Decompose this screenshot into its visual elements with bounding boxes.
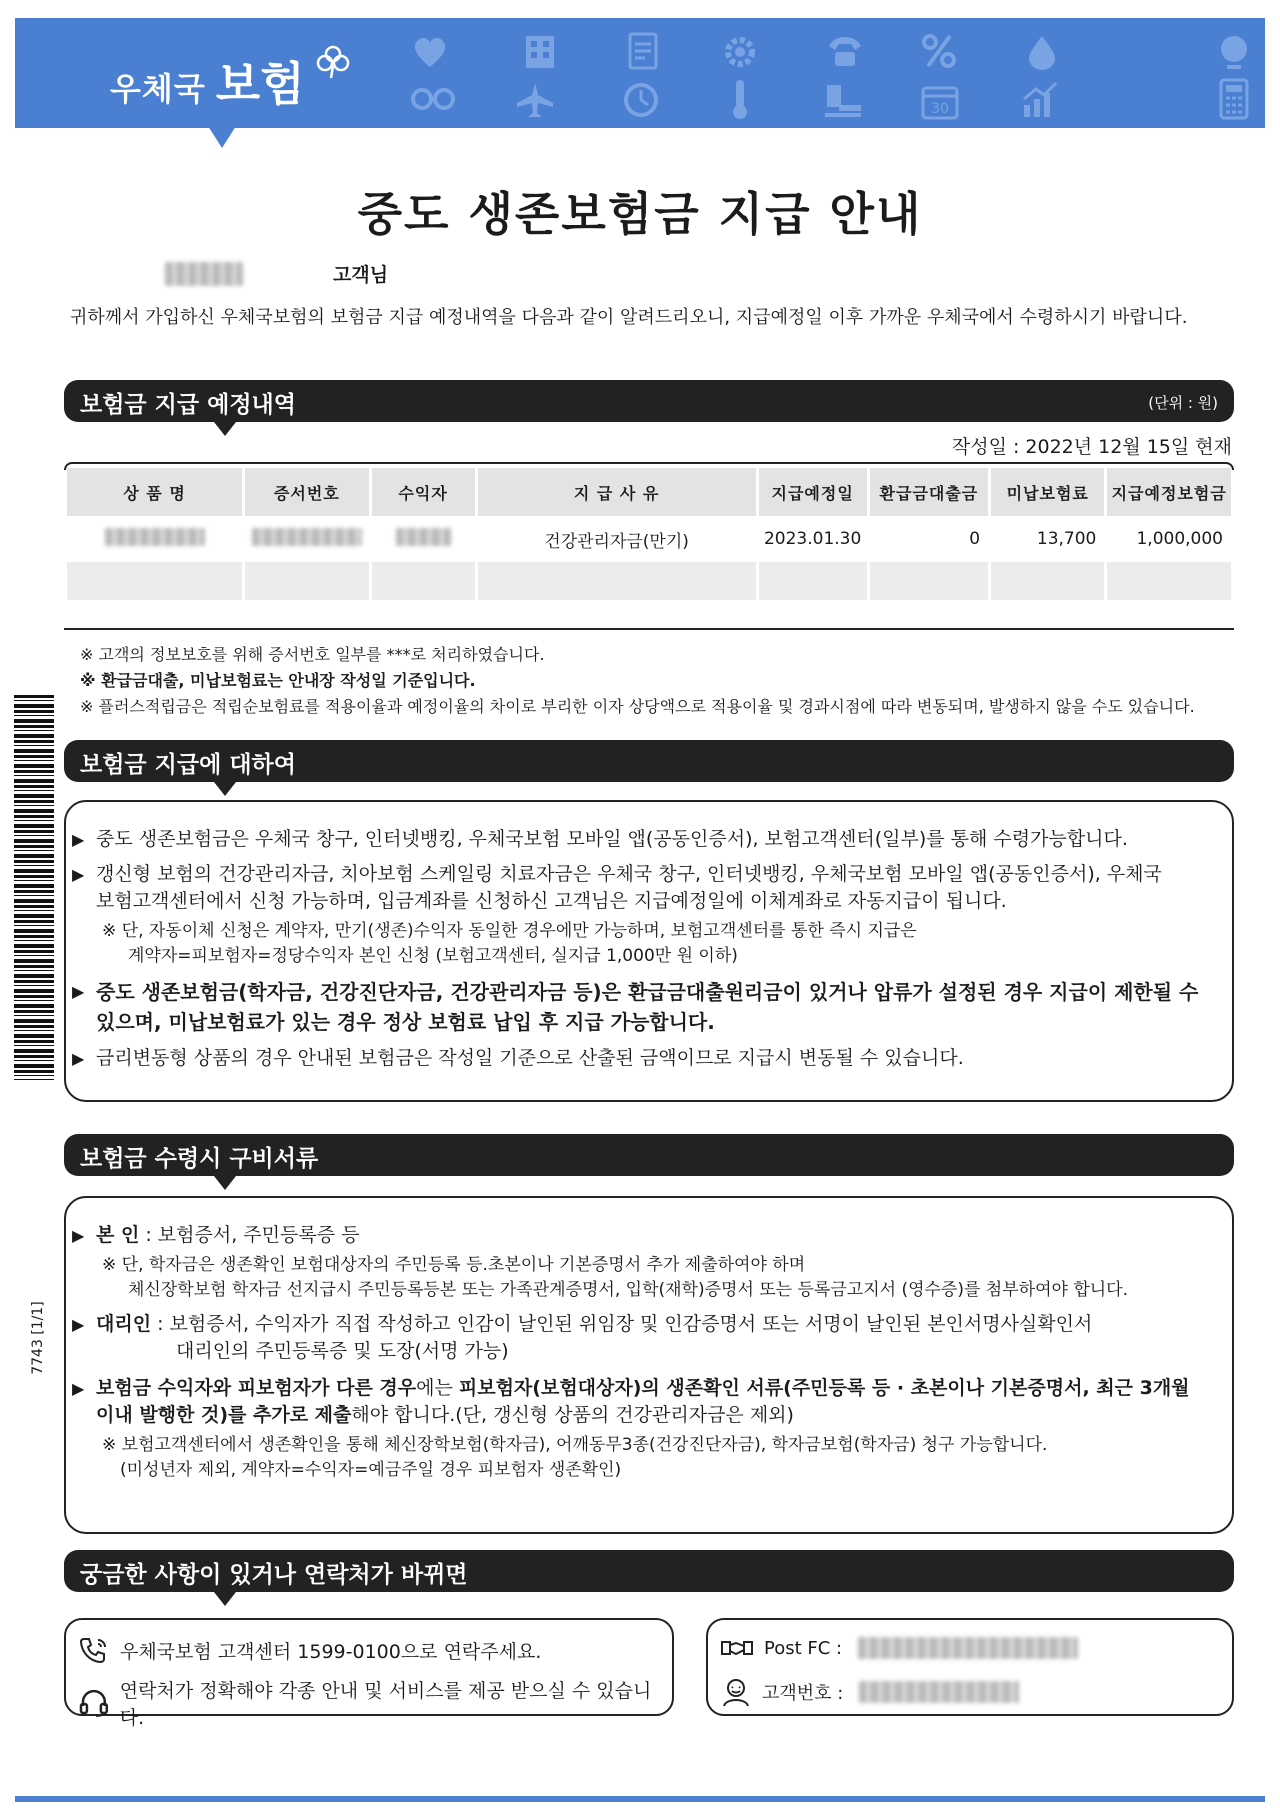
col-reason: 지 급 사 유 bbox=[478, 468, 756, 516]
self-label: 본 인 bbox=[96, 1224, 140, 1246]
decorative-icon-grid bbox=[410, 26, 1260, 126]
logo-small-text: 우체국 bbox=[110, 70, 206, 108]
customer-honorific: 고객님 bbox=[333, 264, 389, 286]
drop-icon bbox=[1025, 34, 1059, 70]
customer-name-redacted bbox=[165, 262, 243, 286]
phone-call-icon bbox=[78, 1636, 110, 1664]
diff-tail: 해야 합니다.(단, 갱신형 상품의 건강관리자금은 제외) bbox=[351, 1404, 794, 1426]
table-row bbox=[67, 519, 1231, 559]
contact-info-text: 연락처가 정확해야 각종 안내 및 서비스를 제공 받으실 수 있습니다. bbox=[119, 1680, 652, 1729]
logo-big-text: 보험 bbox=[215, 57, 305, 111]
svg-text:30: 30 bbox=[931, 101, 949, 117]
diff-note bbox=[72, 1433, 1237, 1483]
agent-label: 대리인 bbox=[96, 1313, 152, 1335]
bullet-different-insured bbox=[72, 1375, 1237, 1429]
bullet-agent bbox=[72, 1311, 1237, 1365]
self-note bbox=[72, 1253, 1237, 1303]
post-fc-label: Post FC : bbox=[764, 1637, 843, 1659]
diff-docs: 피보험자(보험대상자)의 생존확인 서류(주민등록 등 · 초본이나 기본증명서, 최근 3개월 bbox=[458, 1377, 1190, 1399]
growth-chart-icon bbox=[1020, 81, 1060, 119]
cell-pay-date: 2023.01.30 bbox=[763, 529, 862, 549]
section-title: 보험금 수령시 구비서류 bbox=[80, 1146, 319, 1172]
header-banner bbox=[15, 18, 1265, 128]
bullet-channels: ▶ 중도 생존보험금은 우체국 창구, 인터넷뱅킹, 우체국보험 모바일 앱(공동인증서), 보험고객센터(일부)를 통해 수령가능합니다. bbox=[72, 826, 1237, 853]
account-box bbox=[706, 1618, 1234, 1716]
intro-text: 귀하께서 가입하신 우체국보험의 보험금 지급 예정내역을 다음과 같이 알려드리오니, 지급예정일 이후 가까운 우체국에서 수령하시기 바랍니다. bbox=[70, 307, 1188, 328]
customer-number-label: 고객번호 : bbox=[762, 1683, 844, 1704]
section-pointer bbox=[214, 422, 236, 436]
col-beneficiary: 수익자 bbox=[372, 468, 475, 516]
cell-reason: 건강관리자금(만기) bbox=[544, 531, 689, 552]
globe-icon bbox=[1215, 32, 1253, 72]
thermometer-icon bbox=[728, 78, 752, 120]
bullet-variable-rate: ▶ 금리변동형 상품의 경우 안내된 보험금은 작성일 기준으로 산출된 금액이므로 지급시 변동될 수 있습니다. bbox=[72, 1045, 1237, 1072]
issue-date: 작성일 : 2022년 12월 15일 현재 bbox=[951, 436, 1232, 458]
renewal-note bbox=[72, 919, 1237, 969]
section-header-documents bbox=[64, 1134, 1234, 1176]
calculator-icon bbox=[1218, 78, 1250, 120]
payment-bullets bbox=[72, 826, 1237, 1080]
self-note-line1: ※ 단, 학자금은 생존확인 보험대상자의 주민등록 등.초본이나 기본증명서 추가 제출하여야 하며 bbox=[102, 1255, 806, 1275]
document-icon bbox=[625, 32, 661, 72]
table-row-empty bbox=[67, 562, 1231, 600]
col-certificate: 증서번호 bbox=[245, 468, 369, 516]
bullet-renewal-line1: 갱신형 보험의 건강관리자금, 치아보험 스케일링 치료자금은 우체국 창구, 인터넷뱅킹, 우체국보험 모바일 앱(공동인증서), 우체국 bbox=[96, 863, 1162, 885]
table-header-row bbox=[67, 468, 1231, 516]
diff-docs-2: 이내 발행한 것)를 추가로 제출 bbox=[96, 1404, 352, 1426]
contact-phone-text: 우체국보험 고객센터 1599-0100으로 연락주세요. bbox=[120, 1640, 542, 1663]
post-fc-line bbox=[720, 1636, 1078, 1660]
self-note-line2: 체신장학보험 학자금 선지급시 주민등록등본 또는 가족관계증명서, 입학(재학)증명서 또는 등록금고지서 (영수증)를 첨부하여야 합니다. bbox=[128, 1280, 1128, 1300]
documents-bullets bbox=[72, 1222, 1237, 1491]
barcode bbox=[14, 695, 54, 1080]
section-header-contact bbox=[64, 1550, 1234, 1592]
customer-number-line bbox=[720, 1676, 1019, 1708]
diff-note-line2: (미성년자 제외, 계약자=수익자=예금주일 경우 피보험자 생존확인) bbox=[120, 1460, 622, 1480]
building-icon bbox=[520, 32, 560, 70]
contact-box bbox=[64, 1618, 674, 1729]
gear-icon bbox=[720, 32, 760, 72]
user-icon bbox=[720, 1676, 752, 1708]
phone-icon bbox=[825, 32, 865, 70]
payment-schedule-table bbox=[64, 462, 1234, 603]
airplane-icon bbox=[515, 81, 555, 119]
footer-rule bbox=[15, 1796, 1265, 1802]
calendar-icon bbox=[920, 84, 960, 120]
hammer-icon bbox=[823, 81, 863, 119]
table-bottom-rule bbox=[64, 628, 1234, 630]
section-pointer bbox=[214, 1592, 236, 1606]
side-page-code: 7743 [1/1] bbox=[30, 1301, 46, 1375]
diff-note-line1: ※ 보험고객센터에서 생존확인을 통해 체신장학보험(학자금), 어깨동무3종(건강진단자금), 학자금보험(학자금) 청구 가능합니다. bbox=[102, 1435, 1048, 1455]
customer-number-redacted bbox=[859, 1681, 1019, 1703]
banner-pointer bbox=[208, 126, 236, 148]
col-loan: 환급금대출금 bbox=[870, 468, 988, 516]
agent-text: : 보험증서, 수익자가 직접 작성하고 인감이 날인된 위임장 및 인감증명서 또는 서명이 날인된 본인서명사실확인서 bbox=[151, 1313, 1093, 1335]
bullet-restriction-line1: 중도 생존보험금(학자금, 건강진단자금, 건강관리자금 등)은 환급금대출원리금이 있거나 압류가 설정된 경우 지급이 제한될 수 bbox=[96, 980, 1199, 1004]
clover-icon bbox=[315, 44, 351, 80]
bullet-renewal-line2: 보험고객센터에서 신청 가능하며, 입금계좌를 신청하신 고객님은 지급예정일에 이체계좌로 자동지급이 됩니다. bbox=[96, 890, 1007, 912]
unit-label: (단위 : 원) bbox=[1148, 394, 1218, 412]
section-pointer bbox=[214, 1176, 236, 1190]
col-pay-date: 지급예정일 bbox=[759, 468, 867, 516]
cell-amount: 1,000,000 bbox=[1136, 529, 1223, 549]
post-fc-redacted bbox=[858, 1637, 1078, 1659]
cell-loan: 0 bbox=[969, 529, 981, 549]
agent-text-line2: 대리인의 주민등록증 및 도장(서명 가능) bbox=[176, 1340, 509, 1362]
cell-unpaid: 13,700 bbox=[1036, 529, 1097, 549]
logo bbox=[110, 48, 305, 114]
beneficiary-redacted bbox=[372, 519, 475, 559]
contact-line-info bbox=[78, 1676, 672, 1730]
note-privacy: ※ 고객의 정보보호를 위해 증서번호 일부를 ***로 처리하였습니다. bbox=[80, 645, 545, 664]
section-title: 보험금 지급에 대하여 bbox=[80, 752, 296, 778]
bullet-restriction-line2: 있으며, 미납보험료가 있는 경우 정상 보험료 납입 후 지급 가능합니다. bbox=[96, 1010, 715, 1034]
bullet-restriction bbox=[72, 977, 1237, 1037]
bullet-self bbox=[72, 1222, 1237, 1249]
note-plus-reserve: ※ 플러스적립금은 적립순보험료를 적용이율과 예정이율의 차이로 부리한 이자 상당액으로 적용이율 및 경과시점에 따라 변동되며, 발생하지 않을 수도 있습니다. bbox=[80, 697, 1195, 716]
percent-icon bbox=[920, 32, 958, 70]
section-title: 궁금한 사항이 있거나 연락처가 바뀌면 bbox=[80, 1562, 468, 1588]
section-pointer bbox=[214, 782, 236, 796]
product-name-redacted bbox=[67, 519, 242, 559]
customer-greeting bbox=[165, 260, 388, 287]
handshake-icon bbox=[720, 1636, 754, 1660]
section-header-schedule bbox=[64, 380, 1234, 422]
headset-icon bbox=[78, 1688, 110, 1718]
col-unpaid: 미납보험료 bbox=[991, 468, 1104, 516]
notes bbox=[80, 642, 1240, 720]
bullet-renewal bbox=[72, 861, 1237, 915]
section-header-payment bbox=[64, 740, 1234, 782]
certificate-no-redacted bbox=[245, 519, 369, 559]
page-title: 중도 생존보험금 지급 안내 bbox=[357, 187, 923, 241]
clock-icon bbox=[622, 81, 660, 119]
diff-conj: 에는 bbox=[416, 1377, 459, 1399]
contact-line-phone bbox=[78, 1636, 541, 1664]
diff-lead: 보험금 수익자와 피보험자가 다른 경우 bbox=[96, 1377, 417, 1399]
self-text: : 보험증서, 주민등록증 등 bbox=[139, 1224, 360, 1246]
renewal-note-line2: 계약자=피보험자=정당수익자 본인 신청 (보험고객센터, 실지급 1,000만 원 이하) bbox=[128, 946, 738, 966]
col-product: 상 품 명 bbox=[67, 468, 242, 516]
col-amount: 지급예정보험금 bbox=[1107, 468, 1231, 516]
section-title: 보험금 지급 예정내역 bbox=[80, 392, 296, 418]
heart-icon bbox=[410, 34, 450, 70]
note-basis-date: ※ 환급금대출, 미납보험료는 안내장 작성일 기준입니다. bbox=[80, 671, 476, 690]
glasses-icon bbox=[410, 86, 456, 112]
renewal-note-line1: ※ 단, 자동이체 신청은 계약자, 만기(생존)수익자 동일한 경우에만 가능하며, 보험고객센터를 통한 즉시 지급은 bbox=[102, 921, 917, 941]
